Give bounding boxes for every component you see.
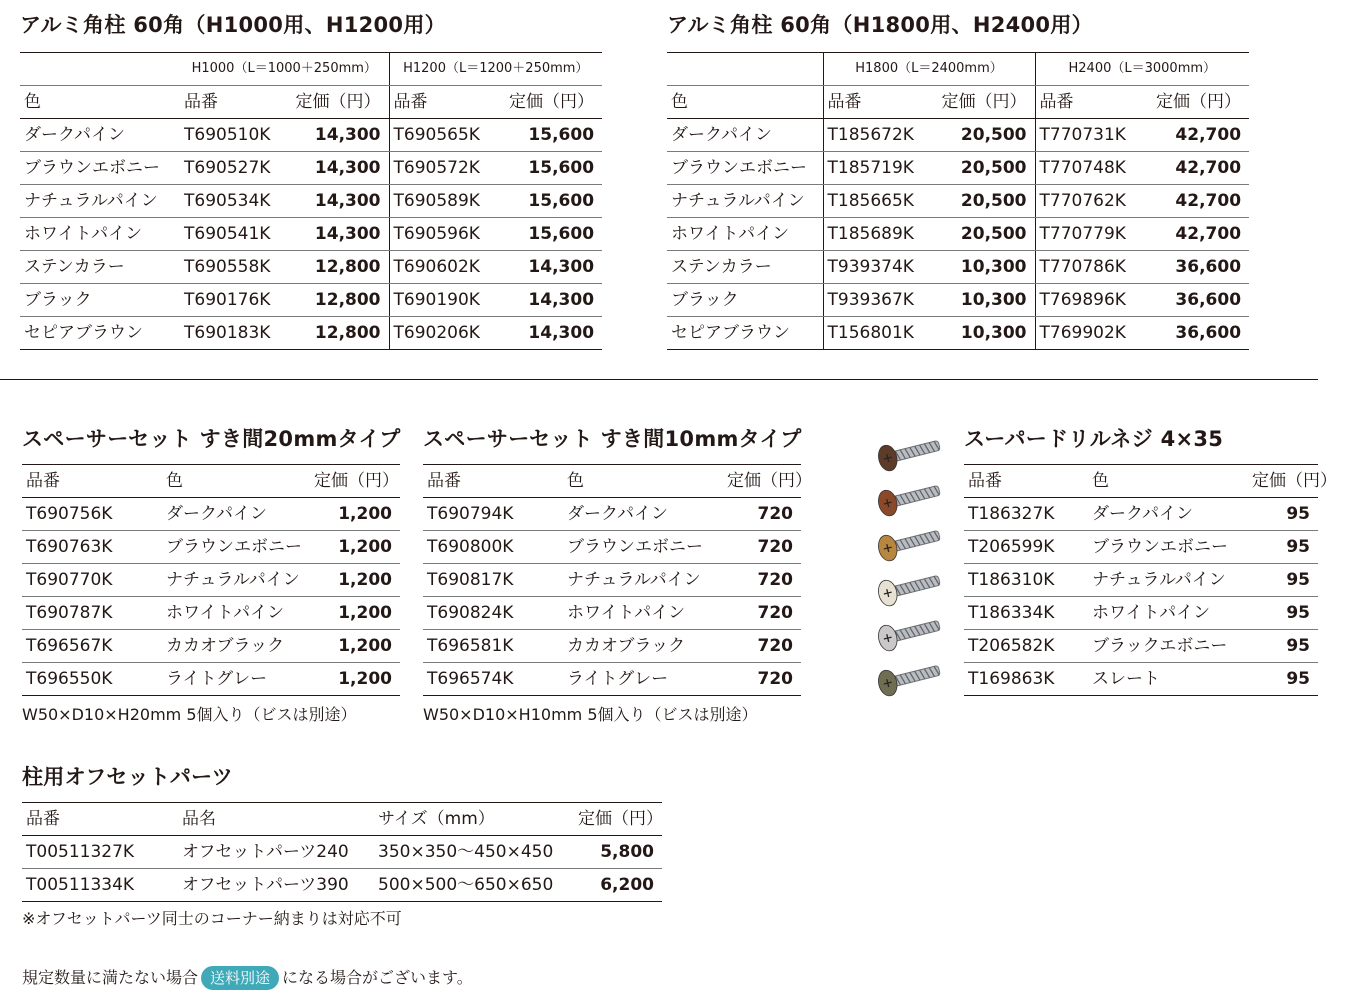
size-cell: 350×350〜450×450	[374, 836, 574, 869]
color-cell: ホワイトパイン	[162, 597, 310, 630]
price-cell: 1,200	[310, 597, 400, 630]
group-h1000: H1000（L＝1000＋250mm）	[180, 53, 389, 86]
code-cell: T690763K	[22, 531, 162, 564]
col-code: 品番	[964, 465, 1088, 498]
col-code: 品番	[389, 86, 504, 119]
price-cell: 20,500	[933, 152, 1035, 185]
price-cell: 15,600	[504, 152, 602, 185]
color-cell: ナチュラルパイン	[667, 185, 823, 218]
code-cell: T939374K	[823, 251, 933, 284]
group-h1800: H1800（L＝2400mm）	[823, 53, 1035, 86]
price-cell: 20,500	[933, 185, 1035, 218]
color-cell: ダークパイン	[162, 498, 310, 531]
price-cell: 95	[1248, 630, 1318, 663]
code-cell: T690602K	[389, 251, 504, 284]
price-cell: 10,300	[933, 317, 1035, 350]
table-row	[667, 251, 1249, 284]
price-cell: 6,200	[574, 869, 662, 902]
table-row	[423, 564, 801, 597]
price-cell: 14,300	[285, 152, 389, 185]
code-cell: T690206K	[389, 317, 504, 350]
price-cell: 720	[723, 630, 801, 663]
table-row	[22, 564, 400, 597]
price-cell: 42,700	[1151, 218, 1249, 251]
col-size: サイズ（mm）	[374, 803, 574, 836]
col-price: 定価（円）	[504, 86, 602, 119]
group-h1200: H1200（L＝1200＋250mm）	[389, 53, 602, 86]
price-cell: 1,200	[310, 663, 400, 696]
price-cell: 14,300	[504, 284, 602, 317]
section-divider	[0, 379, 1318, 380]
aluminum-a-table	[20, 52, 602, 350]
spacer20-section	[22, 426, 401, 726]
price-cell: 42,700	[1151, 185, 1249, 218]
price-cell: 10,300	[933, 251, 1035, 284]
offset-title: 柱用オフセットパーツ	[22, 765, 233, 789]
price-cell: 10,300	[933, 284, 1035, 317]
col-price: 定価（円）	[574, 803, 662, 836]
group-h2400: H2400（L＝3000mm）	[1035, 53, 1249, 86]
price-cell: 720	[723, 564, 801, 597]
screw-section	[964, 426, 1337, 696]
table-row	[22, 663, 400, 696]
code-cell: T696581K	[423, 630, 563, 663]
code-cell: T169863K	[964, 663, 1088, 696]
color-cell: ダークパイン	[1088, 498, 1248, 531]
table-row	[667, 284, 1249, 317]
price-cell: 14,300	[504, 251, 602, 284]
price-cell: 95	[1248, 531, 1318, 564]
table-row	[423, 630, 801, 663]
price-cell: 1,200	[310, 630, 400, 663]
screw-image	[876, 568, 942, 608]
price-cell: 95	[1248, 498, 1318, 531]
col-name: 品名	[178, 803, 374, 836]
price-cell: 720	[723, 498, 801, 531]
code-cell: T00511334K	[22, 869, 178, 902]
table-row	[20, 119, 602, 152]
code-cell: T690770K	[22, 564, 162, 597]
shipping-note-before: 規定数量に満たない場合	[22, 968, 199, 987]
code-cell: T696550K	[22, 663, 162, 696]
code-cell: T690794K	[423, 498, 563, 531]
spacer10-section	[423, 426, 812, 726]
screw-title: スーパードリルネジ 4×35	[964, 427, 1224, 451]
price-cell: 12,800	[285, 284, 389, 317]
name-cell: オフセットパーツ390	[178, 869, 374, 902]
code-cell: T00511327K	[22, 836, 178, 869]
color-cell: ブラウンエボニー	[667, 152, 823, 185]
code-cell: T770762K	[1035, 185, 1151, 218]
shipping-note-after: になる場合がございます。	[282, 968, 473, 987]
code-cell: T690510K	[180, 119, 285, 152]
aluminum-a-section	[20, 12, 602, 350]
price-cell: 95	[1248, 564, 1318, 597]
color-cell: ナチュラルパイン	[1088, 564, 1248, 597]
table-row	[423, 531, 801, 564]
code-cell: T690190K	[389, 284, 504, 317]
code-cell: T185719K	[823, 152, 933, 185]
code-cell: T690565K	[389, 119, 504, 152]
color-cell: ブラックエボニー	[1088, 630, 1248, 663]
code-cell: T690572K	[389, 152, 504, 185]
code-cell: T185672K	[823, 119, 933, 152]
color-cell: カカオブラック	[563, 630, 723, 663]
code-cell: T696567K	[22, 630, 162, 663]
table-row	[423, 597, 801, 630]
color-cell: ダークパイン	[667, 119, 823, 152]
shipping-note	[22, 966, 473, 990]
price-cell: 14,300	[285, 185, 389, 218]
code-cell: T690817K	[423, 564, 563, 597]
size-cell: 500×500〜650×650	[374, 869, 574, 902]
table-row	[20, 185, 602, 218]
col-price: 定価（円）	[1248, 465, 1318, 498]
color-cell: ブラウンエボニー	[563, 531, 723, 564]
screw-images	[872, 426, 952, 706]
shipping-badge: 送料別途	[201, 966, 279, 990]
price-cell: 14,300	[504, 317, 602, 350]
code-cell: T770748K	[1035, 152, 1151, 185]
offset-section	[22, 764, 662, 930]
color-cell: ダークパイン	[20, 119, 180, 152]
code-cell: T769896K	[1035, 284, 1151, 317]
price-cell: 1,200	[310, 498, 400, 531]
code-cell: T186334K	[964, 597, 1088, 630]
spacer20-table	[22, 464, 400, 696]
table-row	[964, 564, 1318, 597]
col-code: 品番	[22, 803, 178, 836]
screw-image	[876, 658, 942, 698]
color-cell: ダークパイン	[563, 498, 723, 531]
spacer10-title: スペーサーセット すき間10mmタイプ	[423, 427, 802, 451]
color-cell: ナチュラルパイン	[162, 564, 310, 597]
price-cell: 15,600	[504, 119, 602, 152]
price-cell: 15,600	[504, 218, 602, 251]
price-cell: 95	[1248, 663, 1318, 696]
table-row	[423, 498, 801, 531]
color-cell: セピアブラウン	[667, 317, 823, 350]
table-row	[20, 251, 602, 284]
col-code: 品番	[1035, 86, 1151, 119]
code-cell: T206599K	[964, 531, 1088, 564]
color-cell: ライトグレー	[162, 663, 310, 696]
code-cell: T690596K	[389, 218, 504, 251]
code-cell: T690824K	[423, 597, 563, 630]
offset-note: ※オフセットパーツ同士のコーナー納まりは対応不可	[22, 909, 402, 928]
color-cell: ホワイトパイン	[667, 218, 823, 251]
table-row	[22, 836, 662, 869]
price-cell: 720	[723, 663, 801, 696]
table-row	[667, 218, 1249, 251]
code-cell: T185689K	[823, 218, 933, 251]
table-row	[423, 663, 801, 696]
screw-image	[876, 478, 942, 518]
table-row	[20, 218, 602, 251]
color-cell: スレート	[1088, 663, 1248, 696]
color-cell: カカオブラック	[162, 630, 310, 663]
code-cell: T939367K	[823, 284, 933, 317]
col-code: 品番	[823, 86, 933, 119]
table-row	[22, 630, 400, 663]
col-color: 色	[667, 86, 823, 119]
spacer10-table	[423, 464, 812, 696]
col-price: 定価（円）	[933, 86, 1035, 119]
screw-image	[876, 523, 942, 563]
price-cell: 5,800	[574, 836, 662, 869]
code-cell: T690756K	[22, 498, 162, 531]
table-row	[964, 630, 1318, 663]
price-cell: 95	[1248, 597, 1318, 630]
price-cell: 720	[723, 531, 801, 564]
screw-table	[964, 464, 1337, 696]
color-cell: ステンカラー	[20, 251, 180, 284]
color-cell: セピアブラウン	[20, 317, 180, 350]
spacer20-note: W50×D10×H20mm 5個入り（ビスは別途）	[22, 705, 357, 724]
code-cell: T690176K	[180, 284, 285, 317]
code-cell: T769902K	[1035, 317, 1151, 350]
price-cell: 42,700	[1151, 152, 1249, 185]
aluminum-a-title: アルミ角柱 60角（H1000用、H1200用）	[20, 13, 446, 37]
aluminum-b-title: アルミ角柱 60角（H1800用、H2400用）	[667, 13, 1093, 37]
color-cell: ブラウンエボニー	[20, 152, 180, 185]
code-cell: T690527K	[180, 152, 285, 185]
code-cell: T696574K	[423, 663, 563, 696]
color-cell: ホワイトパイン	[20, 218, 180, 251]
aluminum-b-section	[667, 12, 1249, 350]
table-row	[20, 317, 602, 350]
code-cell: T156801K	[823, 317, 933, 350]
col-color: 色	[162, 465, 310, 498]
price-cell: 1,200	[310, 564, 400, 597]
price-cell: 36,600	[1151, 251, 1249, 284]
price-cell: 12,800	[285, 317, 389, 350]
name-cell: オフセットパーツ240	[178, 836, 374, 869]
table-row	[964, 663, 1318, 696]
code-cell: T770731K	[1035, 119, 1151, 152]
price-cell: 20,500	[933, 218, 1035, 251]
code-cell: T690183K	[180, 317, 285, 350]
price-cell: 14,300	[285, 119, 389, 152]
screw-image	[876, 613, 942, 653]
color-cell: ブラック	[20, 284, 180, 317]
price-cell: 20,500	[933, 119, 1035, 152]
table-row	[22, 869, 662, 902]
table-row	[667, 152, 1249, 185]
price-cell: 14,300	[285, 218, 389, 251]
code-cell: T690534K	[180, 185, 285, 218]
table-row	[964, 498, 1318, 531]
color-cell: ライトグレー	[563, 663, 723, 696]
col-color: 色	[563, 465, 723, 498]
col-code: 品番	[22, 465, 162, 498]
code-cell: T690800K	[423, 531, 563, 564]
col-price: 定価（円）	[285, 86, 389, 119]
col-price: 定価（円）	[723, 465, 801, 498]
aluminum-b-table	[667, 52, 1249, 350]
code-cell: T690787K	[22, 597, 162, 630]
table-row	[22, 531, 400, 564]
price-cell: 1,200	[310, 531, 400, 564]
col-code: 品番	[180, 86, 285, 119]
screw-image	[876, 433, 942, 473]
table-row	[22, 498, 400, 531]
color-cell: ホワイトパイン	[1088, 597, 1248, 630]
color-cell: ホワイトパイン	[563, 597, 723, 630]
code-cell: T690589K	[389, 185, 504, 218]
price-cell: 720	[723, 597, 801, 630]
table-row	[964, 597, 1318, 630]
code-cell: T770786K	[1035, 251, 1151, 284]
table-row	[667, 119, 1249, 152]
table-row	[964, 531, 1318, 564]
col-color: 色	[1088, 465, 1248, 498]
spacer20-title: スペーサーセット すき間20mmタイプ	[22, 427, 401, 451]
price-cell: 36,600	[1151, 284, 1249, 317]
code-cell: T185665K	[823, 185, 933, 218]
col-price: 定価（円）	[1151, 86, 1249, 119]
color-cell: ナチュラルパイン	[20, 185, 180, 218]
price-cell: 15,600	[504, 185, 602, 218]
color-cell: ブラウンエボニー	[162, 531, 310, 564]
price-cell: 36,600	[1151, 317, 1249, 350]
table-row	[22, 597, 400, 630]
table-row	[20, 284, 602, 317]
table-row	[667, 185, 1249, 218]
code-cell: T186310K	[964, 564, 1088, 597]
code-cell: T770779K	[1035, 218, 1151, 251]
price-cell: 12,800	[285, 251, 389, 284]
table-row	[667, 317, 1249, 350]
code-cell: T186327K	[964, 498, 1088, 531]
offset-table	[22, 802, 662, 902]
price-cell: 42,700	[1151, 119, 1249, 152]
color-cell: ナチュラルパイン	[563, 564, 723, 597]
color-cell: ブラック	[667, 284, 823, 317]
color-cell: ブラウンエボニー	[1088, 531, 1248, 564]
col-color: 色	[20, 86, 180, 119]
code-cell: T690541K	[180, 218, 285, 251]
col-code: 品番	[423, 465, 563, 498]
code-cell: T690558K	[180, 251, 285, 284]
col-price: 定価（円）	[310, 465, 400, 498]
table-row	[20, 152, 602, 185]
color-cell: ステンカラー	[667, 251, 823, 284]
spacer10-note: W50×D10×H10mm 5個入り（ビスは別途）	[423, 705, 758, 724]
code-cell: T206582K	[964, 630, 1088, 663]
